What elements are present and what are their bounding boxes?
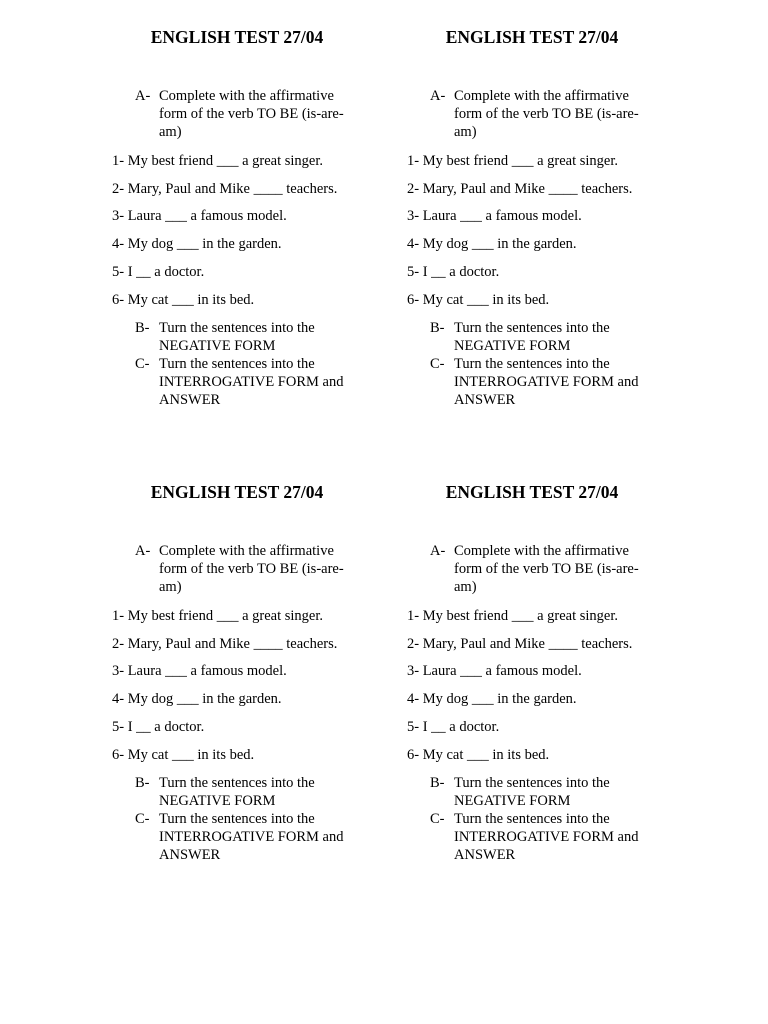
section-b-letter: B- (430, 775, 445, 791)
question-item-2: 2- Mary, Paul and Mike ____ teachers. (112, 181, 338, 197)
question-item-4: 4- My dog ___ in the garden. (407, 691, 577, 707)
question-item-2: 2- Mary, Paul and Mike ____ teachers. (112, 636, 338, 652)
question-item-3: 3- Laura ___ a famous model. (407, 663, 582, 679)
question-item-5: 5- I __ a doctor. (112, 719, 205, 735)
section-b-text: Turn the sentences into the NEGATIVE FORM (159, 320, 315, 354)
question-item-2: 2- Mary, Paul and Mike ____ teachers. (407, 636, 633, 652)
section-c-letter: C- (135, 811, 150, 827)
question-item-5: 5- I __ a doctor. (112, 264, 205, 280)
section-c (135, 810, 360, 864)
question-item-6: 6- My cat ___ in its bed. (407, 747, 550, 763)
question-item-1: 1- My best friend ___ a great singer. (112, 608, 324, 624)
question-item-5: 5- I __ a doctor. (407, 719, 500, 735)
section-c (430, 355, 655, 409)
question-item-3: 3- Laura ___ a famous model. (112, 208, 287, 224)
section-c-letter: C- (135, 356, 150, 372)
section-a-letter: A- (430, 88, 446, 104)
section-b (430, 319, 620, 355)
section-c-text: Turn the sentences into the INTERROGATIVE FORM and ANSWER (454, 811, 639, 863)
question-item-6: 6- My cat ___ in its bed. (407, 292, 550, 308)
section-a (430, 87, 655, 141)
question-item-4: 4- My dog ___ in the garden. (112, 691, 282, 707)
section-a-letter: A- (430, 543, 446, 559)
question-item-1: 1- My best friend ___ a great singer. (407, 153, 619, 169)
section-a-text: Complete with the affirmative form of the verb TO BE (is-are-am) (454, 543, 639, 595)
section-b-letter: B- (135, 320, 150, 336)
section-c-text: Turn the sentences into the INTERROGATIVE FORM and ANSWER (159, 811, 344, 863)
section-b-text: Turn the sentences into the NEGATIVE FORM (159, 775, 315, 809)
section-a-text: Complete with the affirmative form of the verb TO BE (is-are-am) (454, 88, 639, 140)
section-a-letter: A- (135, 88, 151, 104)
section-b (135, 774, 325, 810)
section-c-text: Turn the sentences into the INTERROGATIVE FORM and ANSWER (454, 356, 639, 408)
section-c-letter: C- (430, 356, 445, 372)
test-title: ENGLISH TEST 27/04 (150, 27, 324, 47)
section-a-text: Complete with the affirmative form of the verb TO BE (is-are-am) (159, 543, 344, 595)
section-c-letter: C- (430, 811, 445, 827)
question-item-1: 1- My best friend ___ a great singer. (407, 608, 619, 624)
question-item-5: 5- I __ a doctor. (407, 264, 500, 280)
question-item-6: 6- My cat ___ in its bed. (112, 292, 255, 308)
section-c (135, 355, 360, 409)
section-a-letter: A- (135, 543, 151, 559)
question-item-1: 1- My best friend ___ a great singer. (112, 153, 324, 169)
section-a (135, 542, 360, 596)
question-item-2: 2- Mary, Paul and Mike ____ teachers. (407, 181, 633, 197)
question-item-6: 6- My cat ___ in its bed. (112, 747, 255, 763)
question-item-3: 3- Laura ___ a famous model. (407, 208, 582, 224)
test-title: ENGLISH TEST 27/04 (150, 482, 324, 502)
test-title: ENGLISH TEST 27/04 (445, 27, 619, 47)
section-a-text: Complete with the affirmative form of the verb TO BE (is-are-am) (159, 88, 344, 140)
question-item-3: 3- Laura ___ a famous model. (112, 663, 287, 679)
section-b-text: Turn the sentences into the NEGATIVE FORM (454, 320, 610, 354)
section-b (135, 319, 325, 355)
test-title: ENGLISH TEST 27/04 (445, 482, 619, 502)
question-item-4: 4- My dog ___ in the garden. (407, 236, 577, 252)
section-a (430, 542, 655, 596)
question-item-4: 4- My dog ___ in the garden. (112, 236, 282, 252)
section-b-text: Turn the sentences into the NEGATIVE FORM (454, 775, 610, 809)
section-b-letter: B- (135, 775, 150, 791)
section-b-letter: B- (430, 320, 445, 336)
section-a (135, 87, 360, 141)
section-b (430, 774, 620, 810)
section-c-text: Turn the sentences into the INTERROGATIVE FORM and ANSWER (159, 356, 344, 408)
section-c (430, 810, 655, 864)
